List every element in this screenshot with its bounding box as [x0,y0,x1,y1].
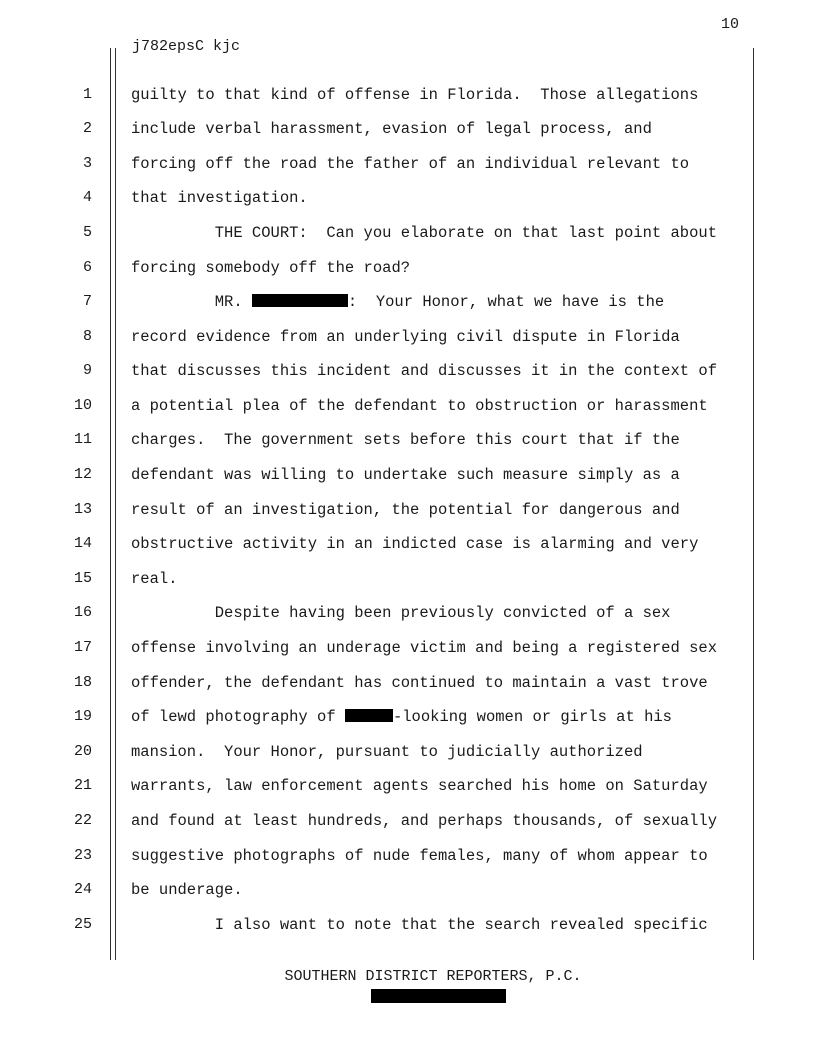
line-text: mansion. Your Honor, pursuant to judicially authorized [131,743,643,761]
transcript-line [131,431,680,449]
line-number: 22 [73,812,92,829]
left-margin-rule-outer [110,48,111,960]
line-text: guilty to that kind of offense in Florida. Those allegations [131,86,699,104]
line-text: THE COURT: Can you elaborate on that last point about [131,224,717,242]
line-text: obstructive activity in an indicted case is alarming and very [131,535,699,553]
transcript-line [131,812,717,830]
line-text: offender, the defendant has continued to maintain a vast trove [131,674,708,692]
line-number: 10 [73,397,92,414]
footer-reporter: SOUTHERN DISTRICT REPORTERS, P.C. [284,968,582,985]
line-number: 13 [73,501,92,518]
transcript-line [131,293,664,311]
left-margin-rule-inner [115,48,116,960]
transcript-line [131,224,717,242]
line-text: suggestive photographs of nude females, many of whom appear to [131,847,708,865]
line-text: record evidence from an underlying civil dispute in Florida [131,328,680,346]
transcript-line [131,916,708,934]
line-text: result of an investigation, the potential for dangerous and [131,501,680,519]
line-text: offense involving an underage victim and being a registered sex [131,639,717,657]
line-text: -looking women or girls at his [392,708,672,726]
line-text: that investigation. [131,189,308,207]
line-number: 7 [82,293,92,310]
transcript-line [131,535,698,553]
transcript-line [131,777,708,795]
transcript-line [131,847,708,865]
line-text: that discusses this incident and discusses it in the context of [131,362,717,380]
transcript-line [131,120,652,138]
page-number: 10 [720,16,739,33]
line-number: 3 [82,155,92,172]
line-number: 9 [82,362,92,379]
transcript-line [131,674,708,692]
line-text: of lewd photography of [131,708,345,726]
line-text: MR. [131,293,252,311]
transcript-line [131,259,410,277]
line-number: 5 [82,224,92,241]
line-text: defendant was willing to undertake such measure simply as a [131,466,680,484]
line-number: 15 [73,570,92,587]
header-code: j782epsC kjc [132,38,241,55]
line-number: 16 [73,604,92,621]
line-number: 23 [73,847,92,864]
line-number: 11 [73,431,92,448]
line-number: 8 [82,328,92,345]
redaction-box [252,294,348,307]
transcript-line [131,570,178,588]
transcript-line [131,86,698,104]
line-text: forcing somebody off the road? [131,259,411,277]
transcript-line [131,466,680,484]
line-number: 19 [73,708,92,725]
line-number: 18 [73,674,92,691]
line-text: include verbal harassment, evasion of legal process, and [131,120,652,138]
line-number: 12 [73,466,92,483]
line-number: 4 [82,189,92,206]
line-number: 14 [73,535,92,552]
line-text: a potential plea of the defendant to obstruction or harassment [131,397,708,415]
line-text: : Your Honor, what we have is the [347,293,665,311]
line-number: 20 [73,743,92,760]
transcript-line [131,881,243,899]
transcript-line [131,639,717,657]
transcript-line [131,328,680,346]
line-number: 6 [82,259,92,276]
transcript-line [131,362,717,380]
line-text: and found at least hundreds, and perhaps thousands, of sexually [131,812,717,830]
redaction-box [345,709,393,722]
right-margin-rule [753,48,754,960]
line-text: be underage. [131,881,243,899]
line-number: 24 [73,881,92,898]
footer-redaction-box [371,989,506,1003]
line-text: forcing off the road the father of an individual relevant to [131,155,690,173]
line-text: I also want to note that the search revealed specific [131,916,708,934]
transcript-line [131,397,708,415]
transcript-line [131,708,672,726]
line-text: charges. The government sets before this court that if the [131,431,680,449]
transcript-line [131,155,689,173]
transcript-line [131,189,308,207]
line-text: real. [131,570,178,588]
line-number: 1 [82,86,92,103]
line-number: 25 [73,916,92,933]
line-number: 17 [73,639,92,656]
transcript-line [131,604,671,622]
line-number: 21 [73,777,92,794]
line-text: warrants, law enforcement agents searched his home on Saturday [131,777,708,795]
line-text: Despite having been previously convicted of a sex [131,604,671,622]
transcript-line [131,743,643,761]
line-number: 2 [82,120,92,137]
transcript-line [131,501,680,519]
